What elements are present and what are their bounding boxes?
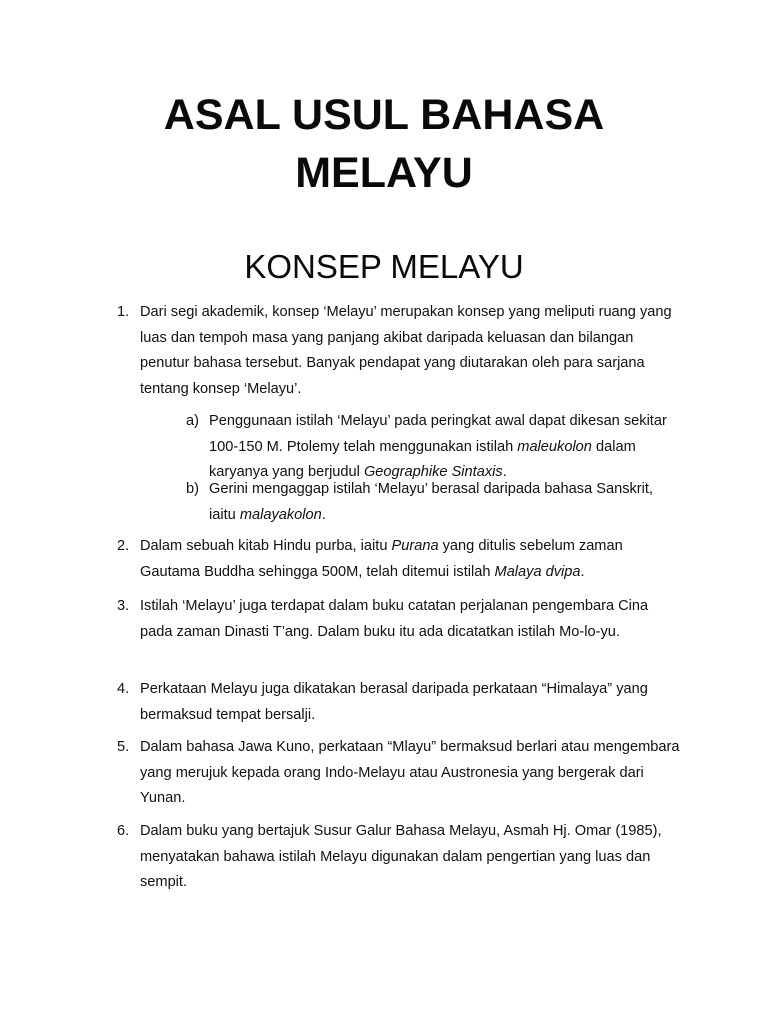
italic-term: maleukolon	[517, 438, 592, 455]
title-line-1: ASAL USUL BAHASA	[163, 91, 605, 139]
text-run: dalam karyanya yang berjudul	[209, 438, 636, 481]
list-item-text: Istilah ‘Melayu’ juga terdapat dalam buku catatan perjalanan pengembara Cina pada zaman Dinasti T’ang. Dalam buku itu ada dicatatkan istilah Mo-lo-yu.	[140, 598, 649, 640]
text-run: .	[502, 464, 507, 481]
italic-term: Malaya dvipa	[494, 563, 581, 580]
italic-term: malayakolon	[239, 506, 322, 523]
text-run: .	[580, 563, 585, 580]
sub-list-item-letter: a)	[186, 413, 199, 429]
sub-list-item-text	[209, 477, 679, 528]
sub-list-item-text	[209, 409, 679, 486]
text-run: Penggunaan istilah ‘Melayu’ pada peringkat awal dapat dikesan sekitar 100-150 M. Ptolemy telah menggunakan istilah	[209, 413, 667, 455]
document-title	[0, 86, 768, 202]
italic-term: Geographike Sintaxis	[363, 464, 503, 481]
list-item-text: Dari segi akademik, konsep ‘Melayu’ merupakan konsep yang meliputi ruang yang luas dan tempoh masa yang panjang akibat daripada keluasan dan bilangan penutur bahasa tersebut. Banyak pendapat yang diutarakan oleh para sarjana tentang konsep ‘Melayu’.	[140, 304, 672, 397]
italic-term: Purana	[391, 538, 439, 554]
list-item-text: Dalam bahasa Jawa Kuno, perkataan “Mlayu” bermaksud berlari atau mengembara yang merujuk kepada orang Indo-Melayu atau Austronesia yang bergerak dari Yunan.	[140, 739, 680, 807]
list-item-number: 4.	[117, 681, 130, 697]
list-item-number: 2.	[117, 538, 130, 554]
list-item-number: 6.	[117, 823, 130, 839]
list-item-number: 5.	[117, 739, 130, 755]
title-line-2: MELAYU	[295, 149, 473, 197]
sub-list-item-letter: b)	[186, 481, 199, 497]
list-item-text: Dalam buku yang bertajuk Susur Galur Bahasa Melayu, Asmah Hj. Omar (1985), menyatakan bahawa istilah Melayu digunakan dalam pengertian yang luas dan sempit.	[140, 823, 662, 891]
list-item-number: 1.	[117, 304, 130, 320]
text-run: Gerini mengaggap istilah ‘Melayu’ berasal daripada bahasa Sanskrit, iaitu	[209, 481, 654, 523]
text-run: .	[321, 506, 326, 523]
list-item-text: Perkataan Melayu juga dikatakan berasal daripada perkataan “Himalaya” yang bermaksud tempat bersalji.	[140, 681, 648, 723]
text-run: yang ditulis sebelum zaman Gautama Buddha sehingga 500M, telah ditemui istilah	[140, 538, 623, 580]
section-heading: KONSEP MELAYU	[244, 248, 524, 285]
text-run: Dalam sebuah kitab Hindu purba, iaitu	[140, 538, 392, 554]
list-item-text	[140, 534, 680, 585]
list-item-number: 3.	[117, 598, 130, 614]
